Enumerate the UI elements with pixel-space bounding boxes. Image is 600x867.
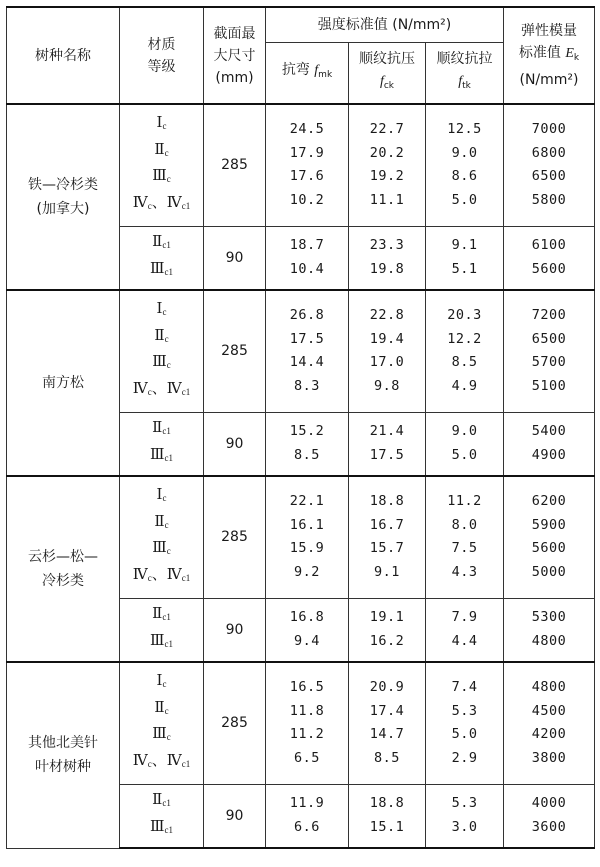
fck-cell — [349, 104, 426, 226]
grade-label: $Ⅱ_c$ — [154, 513, 169, 530]
fmk-value: 6.6 — [294, 818, 320, 835]
fck-value: 16.7 — [369, 516, 405, 533]
ftk-value: 7.5 — [451, 540, 478, 557]
species-name-line: 冷杉类 — [42, 573, 84, 589]
fmk-cell — [266, 104, 349, 226]
species-name-line: 南方松 — [42, 375, 84, 391]
ek-value: 5300 — [531, 609, 567, 626]
species-name-line: 云杉—松— — [28, 549, 98, 565]
fmk-value: 16.1 — [289, 516, 325, 533]
ftk-value: 5.1 — [451, 260, 478, 277]
grade-cell — [120, 662, 204, 784]
grade-label: $Ⅲ_{c1}$ — [150, 632, 173, 649]
fck-value: 15.1 — [369, 818, 405, 835]
fmk-value: 10.2 — [289, 191, 325, 208]
ftk-cell — [426, 412, 504, 476]
grade-label: $Ⅲ_{c1}$ — [150, 260, 173, 277]
ftk-value: 9.1 — [451, 237, 478, 254]
fck-cell — [349, 226, 426, 290]
ek-value: 4800 — [531, 679, 567, 696]
ek-value: 5400 — [531, 423, 567, 440]
fmk-value: 11.8 — [289, 702, 325, 719]
ftk-cell — [426, 784, 504, 848]
timber-strength-table — [6, 6, 595, 849]
ek-value: 4900 — [531, 446, 567, 463]
fmk-value: 9.4 — [294, 632, 320, 649]
ek-value: 4200 — [531, 726, 567, 743]
table-header — [7, 7, 595, 104]
header-size: 截面最 大尺寸 (mm) — [204, 7, 266, 104]
ftk-value: 3.0 — [451, 818, 478, 835]
grade-label: $Ⅲ_{c1}$ — [150, 446, 173, 463]
ek-value: 5100 — [531, 377, 567, 394]
header-compression: 顺纹抗压 $f_{ck}$ — [349, 42, 426, 104]
ftk-value: 9.0 — [451, 423, 478, 440]
fck-value: 17.0 — [369, 354, 405, 371]
grade-cell — [120, 476, 204, 598]
species-name-line: 铁—冷杉类 — [28, 177, 98, 193]
fmk-value: 10.4 — [289, 260, 325, 277]
ek-value: 5700 — [531, 354, 567, 371]
ftk-value: 11.2 — [447, 493, 482, 510]
fck-value: 18.8 — [369, 795, 405, 812]
ftk-value: 4.3 — [451, 563, 478, 580]
ek-value: 6500 — [531, 168, 567, 185]
fck-value: 17.4 — [369, 702, 405, 719]
species-name — [7, 290, 120, 476]
fmk-value: 17.9 — [289, 144, 325, 161]
fmk-value: 14.4 — [289, 354, 325, 371]
ek-value: 6800 — [531, 144, 567, 161]
grade-label: $Ⅰ_c$ — [156, 115, 167, 132]
fck-value: 19.2 — [369, 168, 405, 185]
fmk-value: 16.8 — [289, 609, 325, 626]
fmk-cell — [266, 226, 349, 290]
section-size: 285 — [204, 290, 266, 412]
ftk-value: 5.3 — [451, 795, 478, 812]
fmk-cell — [266, 290, 349, 412]
ftk-value: 4.4 — [451, 632, 478, 649]
ek-value: 6100 — [531, 237, 567, 254]
fck-value: 19.4 — [369, 330, 405, 347]
species-name-line: 其他北美针 — [28, 735, 98, 752]
fck-value: 20.2 — [369, 144, 405, 161]
fck-value: 22.7 — [369, 121, 405, 138]
section-size: 90 — [204, 226, 266, 290]
fmk-cell — [266, 662, 349, 784]
grade-label: $Ⅳ_c$、$Ⅳ_{c1}$ — [132, 752, 191, 769]
fck-value: 22.8 — [369, 307, 405, 324]
ftk-value: 8.5 — [451, 354, 478, 371]
ftk-value: 8.0 — [451, 516, 478, 533]
fmk-value: 8.5 — [294, 446, 320, 463]
ek-value: 4800 — [531, 632, 567, 649]
section-size: 285 — [204, 476, 266, 598]
grade-label: $Ⅱ_{c1}$ — [152, 234, 171, 251]
ek-value: 6200 — [531, 493, 567, 510]
fck-value: 21.4 — [369, 423, 405, 440]
fmk-value: 18.7 — [289, 237, 325, 254]
fmk-value: 11.2 — [289, 726, 325, 743]
ftk-value: 12.5 — [447, 121, 482, 138]
fck-cell — [349, 290, 426, 412]
fmk-value: 17.6 — [289, 168, 325, 185]
ek-value: 5600 — [531, 540, 567, 557]
grade-cell — [120, 412, 204, 476]
ek-cell — [504, 104, 595, 226]
grade-label: $Ⅱ_{c1}$ — [152, 606, 171, 623]
ftk-cell — [426, 662, 504, 784]
fmk-value: 15.9 — [289, 540, 325, 557]
header-tension: 顺纹抗拉 $f_{tk}$ — [426, 42, 504, 104]
species-name — [7, 662, 120, 848]
grade-label: $Ⅰ_c$ — [156, 673, 167, 690]
grade-label: $Ⅱ_c$ — [154, 327, 169, 344]
ek-value: 4500 — [531, 702, 567, 719]
section-size: 285 — [204, 104, 266, 226]
species-name — [7, 476, 120, 662]
table-row — [7, 290, 595, 412]
ftk-cell — [426, 226, 504, 290]
grade-cell — [120, 104, 204, 226]
ftk-value: 2.9 — [451, 749, 478, 766]
fmk-cell — [266, 476, 349, 598]
fck-value: 20.9 — [369, 679, 405, 696]
fmk-value: 15.2 — [289, 423, 325, 440]
ek-value: 7000 — [531, 121, 567, 138]
grade-label: $Ⅱ_c$ — [154, 699, 169, 716]
ek-value: 3600 — [531, 818, 567, 835]
ftk-value: 5.0 — [451, 726, 478, 743]
grade-label: $Ⅳ_c$、$Ⅳ_{c1}$ — [132, 380, 191, 397]
table-row — [7, 662, 595, 784]
ftk-value: 7.4 — [451, 679, 478, 696]
ek-value: 5900 — [531, 516, 567, 533]
section-size: 90 — [204, 412, 266, 476]
grade-cell — [120, 226, 204, 290]
grade-label: $Ⅱ_c$ — [154, 141, 169, 158]
fmk-value: 26.8 — [289, 307, 325, 324]
grade-label: $Ⅲ_{c1}$ — [150, 818, 173, 835]
header-modulus: 弹性模量 标准值 $E_k$ (N/mm²) — [504, 7, 595, 104]
species-name-line: 叶材树种 — [35, 759, 91, 776]
fck-cell — [349, 412, 426, 476]
fck-value: 19.1 — [369, 609, 405, 626]
ftk-cell — [426, 476, 504, 598]
grade-label: $Ⅳ_c$、$Ⅳ_{c1}$ — [132, 566, 191, 583]
ek-cell — [504, 412, 595, 476]
fck-value: 23.3 — [369, 237, 405, 254]
section-size: 90 — [204, 784, 266, 848]
ftk-value: 5.3 — [451, 702, 478, 719]
ftk-cell — [426, 598, 504, 662]
fck-value: 17.5 — [369, 446, 405, 463]
fck-value: 19.8 — [369, 260, 405, 277]
grade-cell — [120, 290, 204, 412]
table-row — [7, 104, 595, 226]
fmk-value: 24.5 — [289, 121, 325, 138]
ftk-value: 20.3 — [447, 307, 482, 324]
ek-cell — [504, 598, 595, 662]
grade-label: $Ⅲ_c$ — [152, 726, 171, 743]
fmk-value: 8.3 — [294, 377, 320, 394]
header-grade: 材质 等级 — [120, 7, 204, 104]
fmk-value: 9.2 — [294, 563, 320, 580]
ek-value: 4000 — [531, 795, 567, 812]
fmk-value: 17.5 — [289, 330, 325, 347]
ftk-value: 9.0 — [451, 144, 478, 161]
ftk-value: 7.9 — [451, 609, 478, 626]
ek-value: 5800 — [531, 191, 567, 208]
species-name — [7, 104, 120, 290]
grade-label: $Ⅱ_{c1}$ — [152, 792, 171, 809]
fck-value: 9.8 — [374, 377, 400, 394]
fck-cell — [349, 662, 426, 784]
fmk-cell — [266, 598, 349, 662]
fmk-value: 16.5 — [289, 679, 325, 696]
fmk-value: 6.5 — [294, 749, 320, 766]
fmk-value: 11.9 — [289, 795, 325, 812]
header-bending: 抗弯 $f_{mk}$ — [266, 42, 349, 104]
ek-cell — [504, 662, 595, 784]
fmk-cell — [266, 784, 349, 848]
fck-value: 15.7 — [369, 540, 405, 557]
table-body — [7, 104, 595, 848]
ek-cell — [504, 476, 595, 598]
grade-label: $Ⅰ_c$ — [156, 301, 167, 318]
fmk-value: 22.1 — [289, 493, 325, 510]
fck-cell — [349, 598, 426, 662]
header-species: 树种名称 — [7, 7, 120, 104]
ek-cell — [504, 290, 595, 412]
fck-cell — [349, 476, 426, 598]
header-strength-group: 强度标准值 (N/mm²) — [266, 7, 504, 42]
fck-value: 16.2 — [369, 632, 405, 649]
ftk-cell — [426, 104, 504, 226]
ek-value: 5000 — [531, 563, 567, 580]
ftk-cell — [426, 290, 504, 412]
ek-value: 3800 — [531, 749, 567, 766]
fck-value: 14.7 — [369, 726, 405, 743]
fck-value: 9.1 — [374, 563, 400, 580]
table-row — [7, 476, 595, 598]
ftk-value: 12.2 — [447, 330, 482, 347]
grade-label: $Ⅳ_c$、$Ⅳ_{c1}$ — [132, 194, 191, 211]
section-size: 285 — [204, 662, 266, 784]
ek-value: 7200 — [531, 307, 567, 324]
ek-value: 5600 — [531, 260, 567, 277]
ftk-value: 8.6 — [451, 168, 478, 185]
ftk-value: 5.0 — [451, 446, 478, 463]
ftk-value: 5.0 — [451, 191, 478, 208]
ek-cell — [504, 226, 595, 290]
fck-value: 18.8 — [369, 493, 405, 510]
species-name-line: (加拿大) — [36, 201, 90, 217]
grade-label: $Ⅲ_c$ — [152, 354, 171, 371]
grade-label: $Ⅱ_{c1}$ — [152, 420, 171, 437]
fck-value: 8.5 — [374, 749, 400, 766]
ek-cell — [504, 784, 595, 848]
grade-label: $Ⅰ_c$ — [156, 487, 167, 504]
grade-label: $Ⅲ_c$ — [152, 168, 171, 185]
fmk-cell — [266, 412, 349, 476]
grade-cell — [120, 598, 204, 662]
ftk-value: 4.9 — [451, 377, 478, 394]
fck-cell — [349, 784, 426, 848]
section-size: 90 — [204, 598, 266, 662]
grade-cell — [120, 784, 204, 848]
ek-value: 6500 — [531, 330, 567, 347]
grade-label: $Ⅲ_c$ — [152, 540, 171, 557]
fck-value: 11.1 — [369, 191, 405, 208]
